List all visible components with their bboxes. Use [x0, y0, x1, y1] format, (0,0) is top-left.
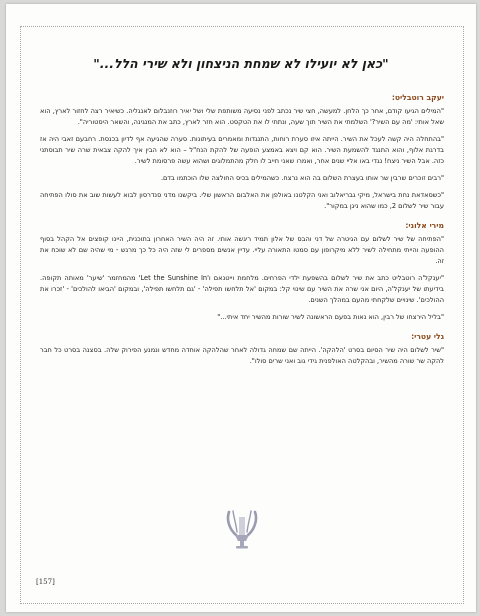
- quote-paragraph: "רבים זוכרים שרבין שר אותו בעצרת השלום בה הוא נרצח. כשהמילים בכיס החולצה שלו הוכתמו בדם.: [160, 174, 444, 182]
- quote-paragraph: "בליל הירצחו של רבין, הוא נאות בפעם הראשונה לשיר שורות מהשיר יחד איתי...": [217, 313, 444, 321]
- section-atari: [40, 331, 444, 367]
- book-page: [6, 4, 476, 612]
- quote-paragraph: "המילים הגיעו קודם, אחר כך הלחן. למעשה, חצי שיר נכתב לפני נסיעה משותפת שלי ושל יאיר רוזנבלום לאנגליה. כשיאיר רצה לחזור לארץ, הוא שאל אותי: 'מה עם השיר?' השלמתי את השיר תוך שעה, ונתתי לו את הטקסט. הוא חזר לארץ, כתב את המנגינה, והשאר היסטוריה".: [40, 107, 444, 126]
- quote-paragraph: "יענקל'ה רוטבליט כתב את שיר לשלום בהשפעת ילדי הפרחים. מלחמת וייטנאם ו'Let the Sunshine In' מהמחזמר 'שיער' מאותה תקופה. בידיעתו של יענקל'ה, היום אני שרה את השיר עם שינוי קל: במקום 'אל תלחשו תפילה' - 'גם תלחשו תפילה', ובמקום 'הביאו להולכים' - 'זכרו את ההולכים'. שינויים שלקחתי מהעם במהלך השנים.: [40, 274, 444, 304]
- quote-paragraph: "כשסאדאת נחת בישראל, מיקי גבריאלוב ואני הקלטנו באולפן את האלבום הראשון שלי. ביקשנו מדני סנדרסון לבוא לעשות שוב את סולו הפתיחה עבור שיר לשלום 2, כמו שהוא ניגן במקור".: [40, 191, 444, 210]
- article-body: [40, 92, 444, 375]
- lyre-icon: [224, 508, 260, 550]
- quote-paragraph: "בהתחלה היה קשה לעכל את השיר. הייתה איזו סערת רוחות, התנגדות ומאמרים בעיתונות. סערה שהגיעה אף לדיון בכנסת. רחבעם זאבי היה אז בדרגת אלוף, והוא התנגד להשמעת השיר. הוא קם ויצא באמצע הופעה של להקת הנח"ל – הוא לא הבין איך להקה צבאית שרה שיר תבוסתני כזה. אבל השיר ניצח! נגדי באו אליי שנים אחר, ואמרו שאני חייב לו חלק מהתמלוגים ושהוא עשה פרסומת לשיר.: [40, 135, 444, 165]
- section-aloni: [40, 220, 444, 323]
- quote-paragraph: "הפתיחה של שיר לשלום עם הגיטרה של דני והבס של אלון תמיד ריגשה אותי. זה היה השיר האחרון בתוכנית, היינו קופצים אל הקהל בסוף ההופעה והייתי מתחילה לשיר ללא מיקרופון עם סמטו התאורה עליי. עדיין אנשים מספרים לי שזה היה כל כך מרגש - מי שהיה שם לא שוכח את זה.: [40, 235, 444, 265]
- section-rotblit: [40, 92, 444, 212]
- speaker-name: מירי אלוני:: [405, 221, 444, 230]
- page-number: [157]: [36, 578, 55, 586]
- quote-paragraph: "שיר לשלום היה שיר הסיום בסרט 'הלהקה'. הייתה שם שמחה גדולה לאחר שהלהקה אוחדה מחדש ונמנע הפירוק שלה. בסצנה בסרט כל חבר להקה שר שורה מהשיר, ובהקלטה האולפנית גידי גוב ואני שרים סולו".: [40, 346, 444, 365]
- speaker-name: גלי עטרי:: [411, 332, 444, 341]
- speaker-name: יעקב רוטבליט:: [391, 93, 444, 102]
- page-title: "כאן לא יועילו לא שמחת הניצחון ולא שירי הלל...": [93, 56, 389, 71]
